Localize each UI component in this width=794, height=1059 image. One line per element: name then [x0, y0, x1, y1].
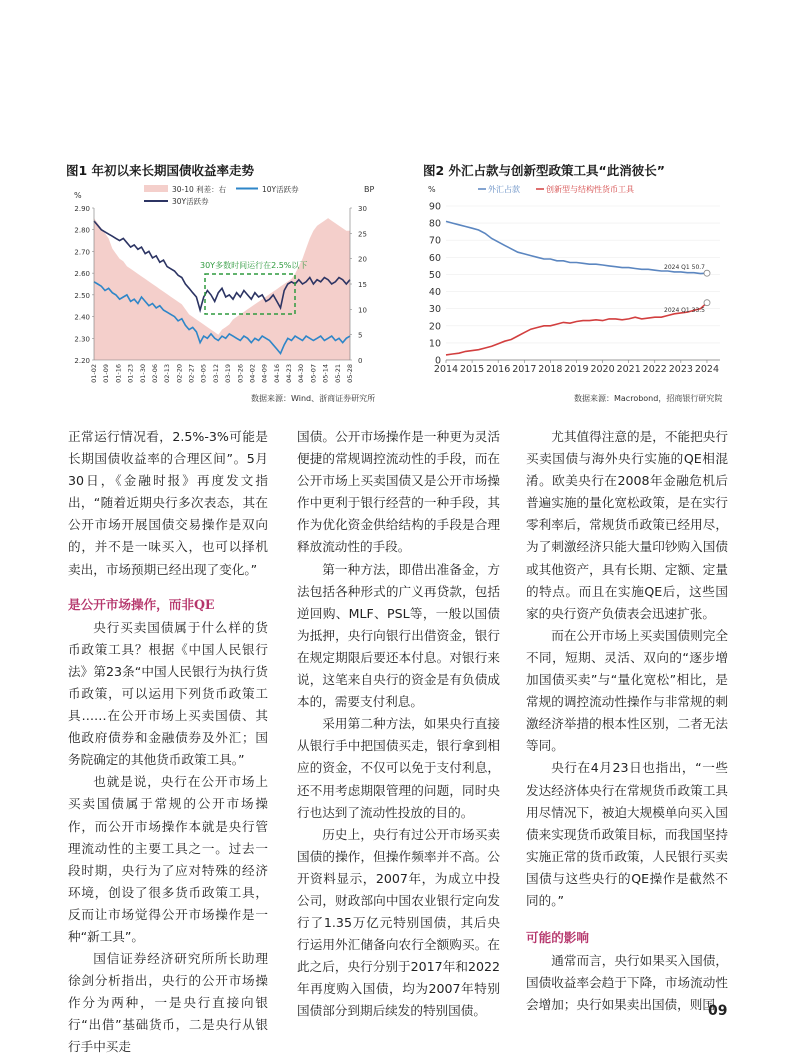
x-tick-label: 04-23	[285, 364, 293, 383]
x-tick-label: 2014	[433, 364, 459, 375]
left-unit: %	[74, 191, 82, 200]
figure2-source: 数据来源：Macrobond，招商银行研究院	[574, 394, 723, 403]
x-tick-label: 2023	[668, 364, 693, 375]
paragraph: 正常运行情况看，2.5%-3%可能是长期国债收益率的合理区间”。5月30日，《金融时报》再度发文指出，“随着近期央行多次表态，其在公开市场开展国债交易操作是双向的，并不是一味买入，也可以择机卖出，市场预期已经出现了变化。”	[68, 429, 268, 577]
y-tick-label: 2.80	[74, 226, 90, 235]
figure2-title: 图2 外汇占款与创新型政策工具“此消彼长”	[423, 163, 665, 178]
paragraph: 国信证券经济研究所所长助理徐剑分析指出，央行的公开市场操作分为两种，一是央行直接向银行“出借”基础货币，二是央行从银行手中买走	[68, 951, 268, 1055]
x-tick-label: 05-28	[346, 364, 354, 383]
x-tick-label: 01-09	[102, 364, 111, 383]
x-tick-label: 2020	[590, 364, 615, 375]
figure2-chart	[420, 178, 730, 392]
x-tick-label: 04-02	[248, 364, 257, 383]
y-tick-label: 30	[428, 304, 441, 316]
x-tick-label: 03-05	[199, 364, 208, 383]
y-tick-label: 10	[428, 338, 441, 350]
legend-tools-label: 创新型与结构性货币工具	[546, 185, 634, 194]
y-tick-label: 2.40	[74, 313, 90, 322]
label-tools-end: 2024 Q1 33.5	[664, 307, 705, 314]
paragraph: 采用第二种方法，如果央行直接从银行手中把国债买走，银行拿到相应的资金，不仅可以免于支付利息，还不用考虑期限管理的问题，同时央行也达到了流动性投放的目的。	[297, 716, 500, 820]
x-tick-label: 2017	[512, 364, 537, 375]
paragraph: 第一种方法，即借出准备金，方法包括各种形式的广义再贷款，包括逆回购、MLF、PSL等，一般以国债为抵押，央行向银行出借资金，银行在规定期限后要还本付息。对银行来说，这笔来自央行的资金是有负债成本的，需要支付利息。	[297, 561, 500, 710]
x-tick-label: 01-23	[126, 364, 135, 383]
x-tick-label: 2018	[538, 364, 563, 375]
y-tick-label: 2.30	[74, 335, 90, 344]
figure1-source: 数据来源：Wind、浙商证券研究所	[251, 394, 376, 403]
y2-tick-label: 25	[358, 230, 367, 239]
endpoint-marker	[704, 270, 710, 276]
y-tick-label: 2.90	[74, 205, 90, 213]
annotation-text: 30Y多数时间运行在2.5%以下	[200, 261, 308, 270]
x-tick-label: 04-09	[260, 364, 269, 383]
page-number: 09	[708, 1003, 728, 1019]
y2-tick-label: 30	[358, 205, 367, 213]
paragraph: 而在公开市场上买卖国债则完全不同，短期、灵活、双向的“逐步增加国债买卖”与“量化宽松”相比，是常规的调控流动性操作与非常规的刺激经济举措的根本性区别，二者无法等同。	[526, 627, 728, 754]
x-tick-label: 2019	[564, 364, 589, 375]
body-column-2	[297, 426, 500, 1023]
unit: %	[428, 185, 436, 194]
y-tick-label: 80	[428, 218, 441, 230]
legend-fx-label: 外汇占款	[488, 185, 520, 194]
x-tick-label: 01-30	[138, 364, 147, 383]
legend-10y-label: 10Y活跃券	[262, 185, 299, 194]
x-tick-label: 04-16	[272, 364, 281, 383]
x-tick-label: 02-06	[151, 364, 159, 383]
body-column-1	[68, 426, 268, 1059]
right-unit: BP	[364, 185, 375, 194]
paragraph: 尤其值得注意的是，不能把央行买卖国债与海外央行实施的QE相混淆。欧美央行在2008年金融危机后普遍实施的量化宽松政策，是在实行零利率后，常规货币政策已经用尽，为了刺激经济只能大量印钞购入国债或其他资产，具有长期、定额、定量的特点。而且在实施QE后，这些国家的央行资产负债表会迅速扩张。	[526, 429, 728, 621]
y-tick-label: 90	[428, 201, 441, 213]
paragraph: 央行在4月23日也指出，“一些发达经济体央行在常规货币政策工具用尽情况下，被迫大规模单向买入国债来实现货币政策目标，而我国坚持实施正常的货币政策，人民银行买卖国债与这些央行的QE操作是截然不同的。”	[526, 760, 728, 908]
y-tick-label: 70	[428, 235, 441, 247]
paragraph: 也就是说，央行在公开市场上买卖国债属于常规的公开市场操作，而公开市场操作本就是央行管理流动性的主要工具之一。过去一段时期，央行为了应对特殊的经济环境，创设了很多货币政策工具，反而让市场觉得公开市场操作是一种“新工具”。	[68, 774, 268, 944]
y2-tick-label: 10	[358, 306, 367, 315]
label-fx-end: 2024 Q1 50.7	[664, 264, 705, 271]
y-tick-label: 20	[428, 321, 441, 333]
x-tick-label: 02-27	[187, 364, 196, 383]
x-tick-label: 2021	[616, 364, 641, 375]
y2-tick-label: 20	[358, 255, 367, 264]
y2-tick-label: 0	[358, 357, 363, 365]
y-tick-label: 2.20	[74, 357, 90, 365]
y-tick-label: 0	[434, 355, 441, 367]
x-tick-label: 04-30	[297, 364, 306, 383]
paragraph: 央行买卖国债属于什么样的货币政策工具？根据《中国人民银行法》第23条“中国人民银行为执行货币政策，可以运用下列货币政策工具……在公开市场上买卖国债、其他政府债券和金融债券及外汇；国务院确定的其他货币政策工具。”	[68, 619, 268, 768]
paragraph: 通常而言，央行如果买入国债，国债收益率会趋于下降，市场流动性会增加；央行如果卖出国债，则国	[526, 953, 728, 1013]
x-tick-label: 05-14	[321, 364, 330, 383]
x-tick-label: 05-07	[309, 364, 318, 383]
section-heading: 是公开市场操作，而非QE	[68, 596, 215, 612]
figure1-title: 图1 年初以来长期国债收益率走势	[66, 163, 255, 178]
legend-30y-label: 30Y活跃券	[172, 197, 209, 206]
x-tick-label: 02-13	[163, 364, 172, 383]
body-column-3	[526, 426, 728, 1016]
legend-spread-swatch	[144, 185, 168, 192]
x-tick-label: 2022	[642, 364, 667, 375]
figure1-chart	[66, 178, 386, 392]
section-heading: 可能的影响	[526, 930, 589, 946]
x-tick-label: 2015	[460, 364, 485, 375]
paragraph: 国债。公开市场操作是一种更为灵活便捷的常规调控流动性的手段，而在公开市场上买卖国债又是公开市场操作中更利于银行经营的一种手段，其作为优化资金供给结构的手段是合理释放流动性的手段。	[297, 429, 500, 555]
y-tick-label: 40	[428, 287, 441, 299]
x-tick-label: 02-20	[175, 364, 184, 383]
x-tick-label: 2016	[486, 364, 511, 375]
y-tick-label: 2.70	[74, 248, 90, 257]
y-tick-label: 50	[428, 269, 441, 281]
x-tick-label: 03-26	[236, 364, 245, 383]
y-tick-label: 2.60	[74, 270, 90, 279]
y-tick-label: 2.50	[74, 291, 90, 300]
legend-spread-label: 30-10 利差：右	[172, 185, 227, 194]
x-tick-label: 01-02	[90, 364, 98, 383]
x-tick-label: 05-21	[333, 364, 342, 383]
x-tick-label: 03-19	[224, 364, 233, 383]
y2-tick-label: 5	[358, 331, 363, 340]
paragraph: 历史上，央行有过公开市场买卖国债的操作，但操作频率并不高。公开资料显示，2007年，为成立中投公司，财政部向中国农业银行定向发行了1.35万亿元特别国债，其后央行运用外汇储备向农行全额购买。在此之后，央行分别于2017年和2022年再度购入国债，均为2007年特别国债部分到期后续发的特别国债。	[297, 826, 500, 1019]
y-tick-label: 60	[428, 252, 441, 264]
x-tick-label: 03-12	[211, 364, 220, 383]
x-tick-label: 01-16	[114, 364, 123, 383]
endpoint-marker	[704, 300, 710, 306]
x-tick-label: 2024	[694, 364, 720, 375]
y2-tick-label: 15	[358, 281, 367, 289]
